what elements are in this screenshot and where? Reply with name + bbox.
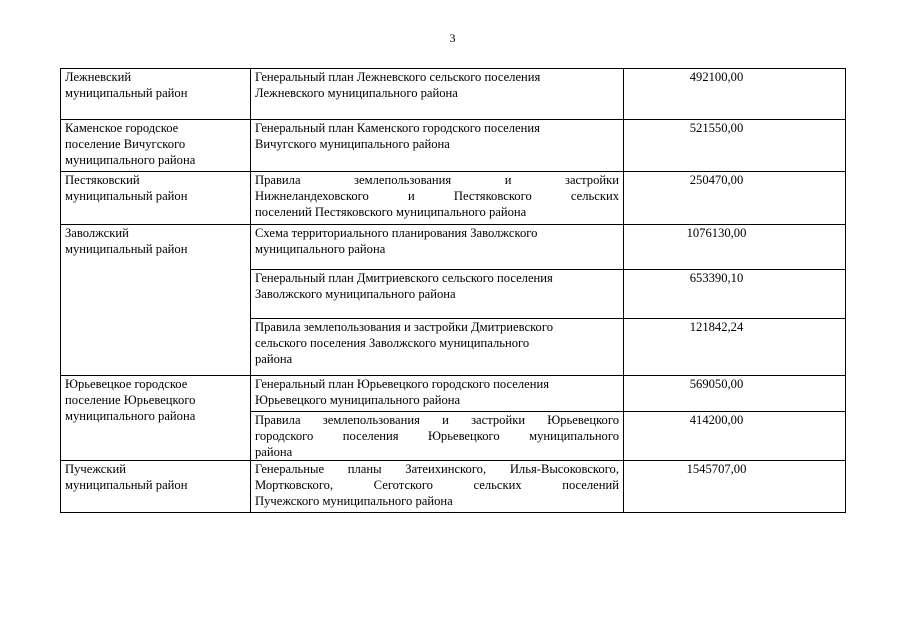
document-cell: Правила землепользования и застройки Нижнеландеховского и Пестяковского сельских поселений Пестяковского муниципального района: [251, 172, 624, 225]
district-cell: Юрьевецкое городское поселение Юрьевецкого муниципального района: [61, 376, 251, 461]
document-cell: Правила землепользования и застройки Юрьевецкого городского поселения Юрьевецкого муниципального района: [251, 412, 624, 461]
district-cell: Лежневский муниципальный район: [61, 69, 251, 120]
amount-cell: 569050,00: [624, 376, 846, 412]
district-cell: Каменское городское поселение Вичугского муниципального района: [61, 120, 251, 172]
document-cell: Схема территориального планирования Заволжского муниципального района: [251, 225, 624, 270]
amount-cell: 1545707,00: [624, 461, 846, 513]
amount-cell: 521550,00: [624, 120, 846, 172]
table-row: [61, 461, 846, 513]
document-cell: Генеральный план Каменского городского поселения Вичугского муниципального района: [251, 120, 624, 172]
district-cell: Пучежский муниципальный район: [61, 461, 251, 513]
amount-cell: 414200,00: [624, 412, 846, 461]
amount-cell: 121842,24: [624, 319, 846, 376]
document-cell: Генеральные планы Затеихинского, Илья-Высоковского, Мортковского, Сеготского сельских поселений Пучежского муниципального района: [251, 461, 624, 513]
funding-table: [60, 68, 846, 513]
page-number: 3: [449, 31, 456, 45]
document-cell: Генеральный план Дмитриевского сельского поселения Заволжского муниципального района: [251, 270, 624, 319]
district-cell: Заволжский муниципальный район: [61, 225, 251, 376]
table-row: [61, 69, 846, 120]
amount-cell: 653390,10: [624, 270, 846, 319]
amount-cell: 250470,00: [624, 172, 846, 225]
document-cell: Генеральный план Лежневского сельского поселения Лежневского муниципального района: [251, 69, 624, 120]
document-cell: Генеральный план Юрьевецкого городского поселения Юрьевецкого муниципального района: [251, 376, 624, 412]
district-cell: Пестяковский муниципальный район: [61, 172, 251, 225]
table-row: [61, 172, 846, 225]
amount-cell: 492100,00: [624, 69, 846, 120]
table-row: [61, 120, 846, 172]
amount-cell: 1076130,00: [624, 225, 846, 270]
table-row: [61, 225, 846, 270]
table-row: [61, 376, 846, 412]
document-cell: Правила землепользования и застройки Дмитриевского сельского поселения Заволжского муниципального района: [251, 319, 624, 376]
